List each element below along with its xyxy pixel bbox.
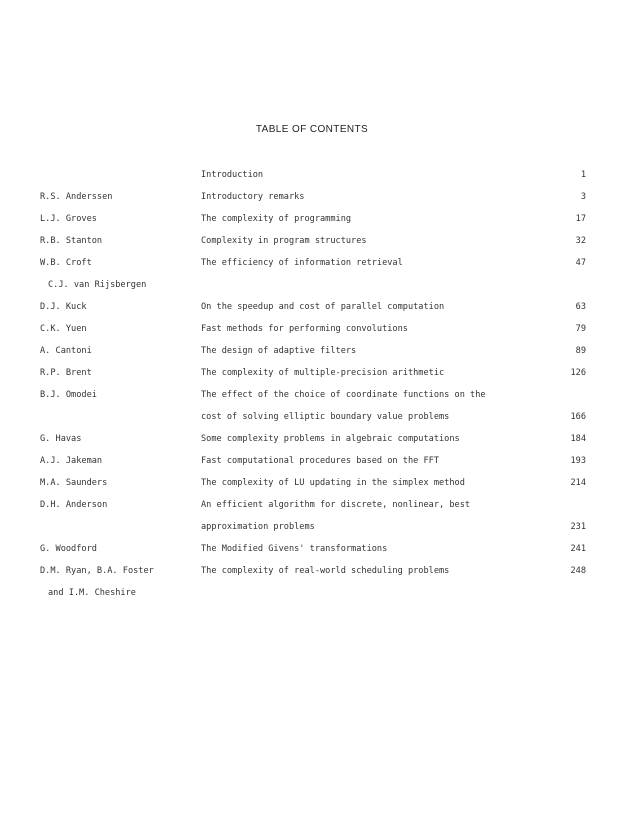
toc-entry [0,324,624,346]
toc-title: The complexity of LU updating in the simplex method [201,478,465,488]
toc-author: R.B. Stanton [40,236,103,246]
toc-entry [0,566,624,588]
toc-title: Fast methods for performing convolutions [201,324,408,334]
toc-title: An efficient algorithm for discrete, nonlinear, best [201,500,471,510]
toc-title: The design of adaptive filters [201,346,357,356]
toc-title: The complexity of programming [201,214,352,224]
toc-entry [0,368,624,390]
toc-entry [0,236,624,258]
toc-title: The effect of the choice of coordinate functions on the [201,390,486,400]
toc-page-number: 193 [570,456,586,466]
toc-title: On the speedup and cost of parallel computation [201,302,445,312]
toc-title: Introductory remarks [201,192,305,202]
toc-author: and I.M. Cheshire [48,588,136,598]
toc-page-number: 3 [580,192,586,202]
toc-author: C.J. van Rijsbergen [48,280,147,290]
toc-page-number: 47 [575,258,586,268]
page-title: TABLE OF CONTENTS [255,124,369,135]
toc-page-number: 248 [570,566,586,576]
toc-author: C.K. Yuen [40,324,87,334]
toc-page-number: 241 [570,544,586,554]
toc-page-number: 17 [575,214,586,224]
toc-entry [0,192,624,214]
toc-page-number: 184 [570,434,586,444]
toc-author: D.J. Kuck [40,302,87,312]
toc-entry [0,588,624,610]
toc-page-number: 1 [580,170,586,180]
toc-title: approximation problems [201,522,315,532]
toc-title: The efficiency of information retrieval [201,258,403,268]
toc-author: G. Havas [40,434,82,444]
toc-entry [0,346,624,368]
toc-page-number: 214 [570,478,586,488]
toc-page-number: 89 [575,346,586,356]
toc-author: R.S. Anderssen [40,192,113,202]
toc-author: W.B. Croft [40,258,92,268]
toc-title: Some complexity problems in algebraic computations [201,434,460,444]
toc-entry [0,522,624,544]
toc-page-number: 32 [575,236,586,246]
toc-page-number: 126 [570,368,586,378]
toc-page-number: 63 [575,302,586,312]
toc-author: B.J. Omodei [40,390,97,400]
toc-entry [0,258,624,280]
toc-title: The complexity of real-world scheduling problems [201,566,450,576]
toc-entry [0,302,624,324]
toc-author: A.J. Jakeman [40,456,103,466]
toc-author: G. Woodford [40,544,97,554]
toc-author: D.H. Anderson [40,500,108,510]
toc-title: Introduction [201,170,264,180]
toc-author: R.P. Brent [40,368,92,378]
toc-page-number: 231 [570,522,586,532]
table-of-contents [0,170,624,610]
toc-entry [0,214,624,236]
toc-entry [0,412,624,434]
toc-entry [0,390,624,412]
toc-entry [0,170,624,192]
toc-title: Complexity in program structures [201,236,367,246]
toc-page-number: 79 [575,324,586,334]
toc-title: The complexity of multiple-precision arithmetic [201,368,445,378]
toc-entry [0,544,624,566]
toc-author: L.J. Groves [40,214,97,224]
toc-title: cost of solving elliptic boundary value problems [201,412,450,422]
toc-entry [0,280,624,302]
toc-title: The Modified Givens' transformations [201,544,388,554]
toc-entry [0,478,624,500]
toc-entry [0,500,624,522]
toc-author: M.A. Saunders [40,478,108,488]
toc-author: D.M. Ryan, B.A. Foster [40,566,154,576]
toc-entry [0,456,624,478]
toc-entry [0,434,624,456]
toc-page-number: 166 [570,412,586,422]
toc-author: A. Cantoni [40,346,92,356]
toc-title: Fast computational procedures based on the FFT [201,456,439,466]
